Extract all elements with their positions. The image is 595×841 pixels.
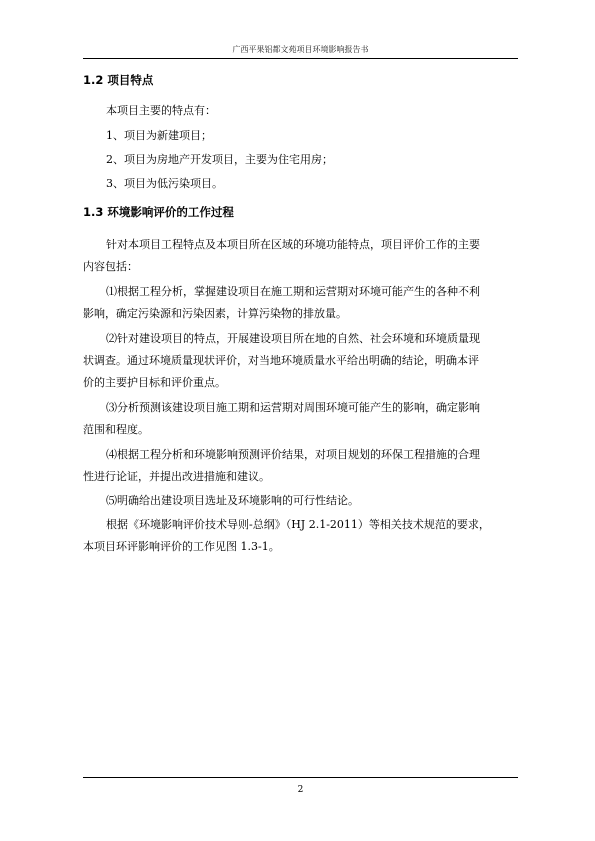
section-heading-1-3: 1.3 环境影响评价的工作过程 [83,205,234,219]
paragraph-line: 内容包括： [83,260,138,273]
paragraph-line: 本项目环评影响评价的工作见图 1.3-1。 [83,540,280,553]
paragraph-line: 状调查。通过环境质量现状评价，对当地环境质量水平给出明确的结论，明确本评 [83,354,479,367]
page-number: 2 [297,785,304,795]
paragraph-line: 影响，确定污染源和污染因素，计算污染物的排放量。 [83,307,347,320]
paragraph-line: 价的主要护目标和评价重点。 [83,376,226,389]
paragraph-line: ⑷根据工程分析和环境影响预测评价结果，对项目规划的环保工程措施的合理 [106,448,480,461]
paragraph-line: ⑴根据工程分析，掌握建设项目在施工期和运营期对环境可能产生的各种不利 [106,285,480,298]
paragraph-line: ⑶分析预测该建设项目施工期和运营期对周围环境可能产生的影响，确定影响 [106,401,480,414]
footer-rule [83,777,518,778]
paragraph-intro: 本项目主要的特点有： [106,104,216,117]
paragraph-line: 根据《环境影响评价技术导则-总纲》（HJ 2.1-2011）等相关技术规范的要求， [106,518,490,531]
paragraph-line: ⑵针对建设项目的特点，开展建设项目所在地的自然、社会环境和环境质量现 [106,332,480,345]
list-item: 3、项目为低污染项目。 [106,177,223,190]
paragraph-line: 性进行论证，并提出改进措施和建议。 [83,470,270,483]
running-header: 广西平果铝都文苑项目环境影响报告书 [232,45,369,54]
paragraph-line: 范围和程度。 [83,423,149,436]
paragraph-line: 针对本项目工程特点及本项目所在区域的环境功能特点，项目评价工作的主要 [106,238,480,251]
list-item: 1、项目为新建项目； [106,129,212,142]
section-heading-1-2: 1.2 项目特点 [83,73,154,87]
header-rule [83,58,518,59]
list-item: 2、项目为房地产开发项目，主要为住宅用房； [106,153,333,166]
paragraph-line: ⑸明确给出建设项目选址及环境影响的可行性结论。 [106,494,359,507]
